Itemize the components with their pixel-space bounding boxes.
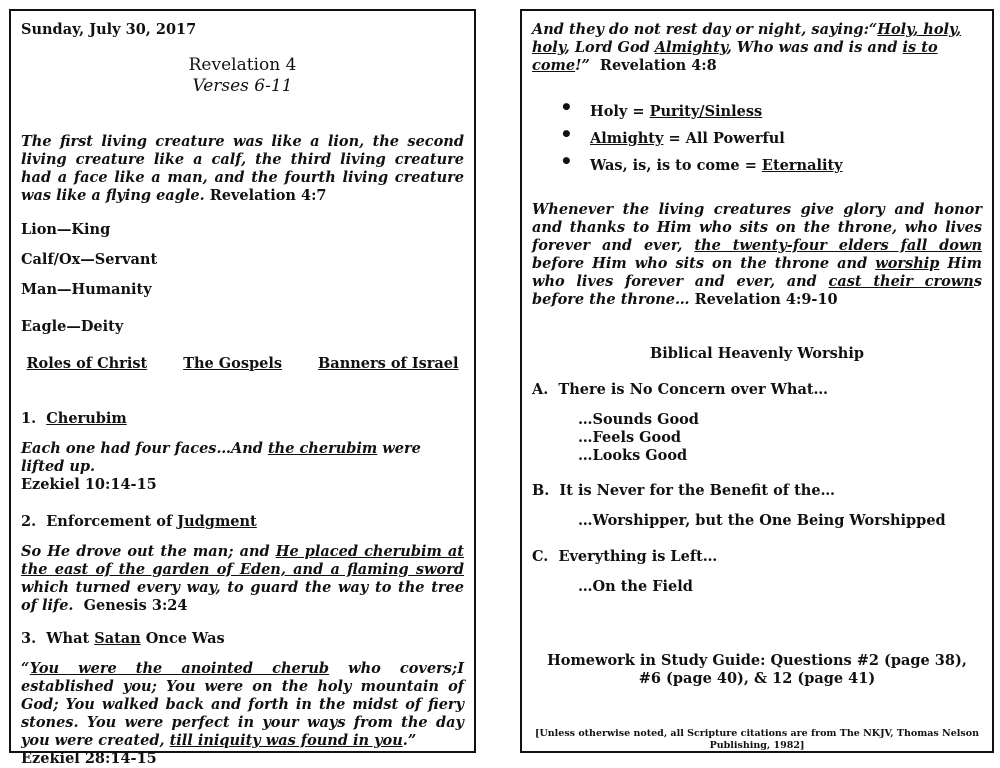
section-a	[532, 381, 982, 399]
verse-8-text-4: !”	[575, 57, 590, 74]
section-a-item: …Looks Good	[578, 447, 688, 464]
verse-8-ref: Revelation 4:8	[599, 57, 717, 74]
verse-8-to-come: is to come	[532, 39, 938, 74]
point-3-title-underlined: Satan	[94, 630, 141, 647]
verse-8-almighty: Almighty	[654, 39, 727, 56]
section-b	[532, 482, 982, 500]
point-2-number: 2.	[21, 513, 37, 530]
point-3-quote-close: .”	[402, 732, 417, 749]
verse-9-10-text: Whenever the living creatures give glory and honor and thanks to Him who sits on the throne, who lives forever and ever,	[532, 201, 982, 254]
attribute-rest: = All Powerful	[663, 130, 785, 147]
column-banners-of-israel: Banners of Israel	[318, 355, 459, 372]
section-c-items	[578, 578, 982, 596]
section-c-label: C.	[532, 548, 549, 565]
point-3-underlined-1: You were the anointed cherub	[29, 660, 330, 677]
point-3-heading	[21, 630, 464, 648]
column-the-gospels: The Gospels	[183, 355, 283, 372]
point-3-body	[21, 660, 464, 768]
verse-8-text-2: , Lord God	[564, 39, 655, 56]
creature-man: Man—Humanity	[21, 281, 152, 298]
section-c	[532, 548, 982, 566]
verse-7-text: The first living creature was like a lion, the second living creature like a calf, the third living creature had a face like a man, and the fourth living creature was like a flying eagle.	[21, 133, 464, 204]
left-panel	[9, 9, 476, 767]
section-c-item: …On the Field	[578, 578, 693, 595]
attribute-label: Holy =	[590, 103, 650, 120]
worship-heading: Biblical Heavenly Worship	[650, 345, 864, 362]
verse-9-10-worship: worship	[875, 255, 940, 272]
point-1-number: 1.	[21, 410, 37, 427]
column-roles-of-christ: Roles of Christ	[26, 355, 148, 372]
point-2-title: Enforcement of	[46, 513, 178, 530]
verse-9-10-text-2: before Him who sits on the throne and	[532, 255, 876, 272]
point-2-title-underlined: Judgment	[177, 513, 257, 530]
point-1-body	[21, 440, 464, 494]
title: Revelation 4	[188, 55, 297, 75]
section-a-item: …Sounds Good	[578, 411, 699, 428]
verse-9-10	[532, 201, 982, 309]
point-2-heading	[21, 513, 464, 531]
creature-lion: Lion—King	[21, 221, 111, 238]
point-3-title-end: Once Was	[140, 630, 225, 647]
point-3-number: 3.	[21, 630, 37, 647]
verse-8	[532, 21, 982, 75]
point-3-title: What	[46, 630, 95, 647]
verse-8-text-3: , Who was and is and	[726, 39, 903, 56]
attribute-underlined: Almighty	[590, 130, 664, 147]
point-3-quote-open: “	[21, 660, 30, 677]
verse-9-10-text-3: Him who lives forever and ever, and	[532, 255, 982, 290]
section-a-item: …Feels Good	[578, 429, 682, 446]
verse-8-holy: Holy, holy, holy	[532, 21, 962, 56]
point-2-underlined: He placed cherubim at the east of the garden of Eden, and a flaming sword	[21, 543, 465, 578]
verse-7	[21, 133, 464, 205]
verse-9-10-elders: the twenty-four elders fall down	[694, 237, 982, 254]
point-2-body	[21, 543, 464, 615]
verse-9-10-ref: Revelation 4:9-10	[694, 291, 838, 308]
point-3-underlined-2: till iniquity was found in you	[169, 732, 403, 749]
attribute-label: Was, is, is to come =	[590, 157, 762, 174]
section-b-item: …Worshipper, but the One Being Worshipped	[578, 512, 946, 529]
creature-calf: Calf/Ox—Servant	[21, 251, 158, 268]
section-b-label: B.	[532, 482, 550, 499]
right-panel	[520, 9, 994, 753]
attribute-item	[570, 103, 982, 121]
attribute-underlined: Eternality	[761, 157, 843, 174]
point-1-heading	[21, 410, 464, 428]
point-2-text-end: which turned every way, to guard the way to the tree of life.	[21, 579, 464, 614]
point-3-ref: Ezekiel 28:14-15	[21, 750, 157, 767]
section-a-label: A.	[532, 381, 549, 398]
footnote: [Unless otherwise noted, all Scripture citations are from The NKJV, Thomas Nelson Publishing, 1982]	[534, 728, 979, 751]
section-a-text: There is No Concern over What…	[558, 381, 829, 398]
verse-9-10-crowns: cast their crown	[828, 273, 974, 290]
homework	[532, 652, 982, 688]
point-1-title: Cherubim	[46, 410, 127, 427]
point-2-text: So He drove out the man; and	[21, 543, 276, 560]
homework-line-2: #6 (page 40), & 12 (page 41)	[638, 670, 876, 687]
attribute-item	[570, 157, 982, 175]
point-2-ref: Genesis 3:24	[83, 597, 188, 614]
attribute-underlined: Purity/Sinless	[649, 103, 763, 120]
verse-7-ref: Revelation 4:7	[209, 187, 327, 204]
homework-line-1: Homework in Study Guide: Questions #2 (page 38),	[547, 652, 967, 669]
creature-eagle: Eagle—Deity	[21, 318, 124, 335]
subtitle: Verses 6-11	[192, 76, 293, 96]
section-b-items	[578, 512, 982, 530]
attribute-list	[570, 103, 982, 175]
section-a-items	[578, 411, 982, 465]
date: Sunday, July 30, 2017	[21, 21, 197, 38]
attribute-item	[570, 130, 982, 148]
section-c-text: Everything is Left…	[558, 548, 718, 565]
columns-row	[21, 355, 464, 373]
verse-8-text: And they do not rest day or night, saying:“	[532, 21, 878, 38]
point-1-text-end: were lifted up.	[21, 440, 421, 475]
point-3-text: who covers;I established you; You were on the holy mountain of God; You walked back and forth in the midst of fiery stones. You were perfect in your ways from the day you were created,	[21, 660, 464, 749]
point-1-underlined: the cherubim	[267, 440, 378, 457]
point-1-ref: Ezekiel 10:14-15	[21, 476, 157, 493]
point-1-text: Each one had four faces…And	[21, 440, 268, 457]
section-b-text: It is Never for the Benefit of the…	[559, 482, 836, 499]
verse-9-10-text-4: s before the throne…	[532, 273, 982, 308]
